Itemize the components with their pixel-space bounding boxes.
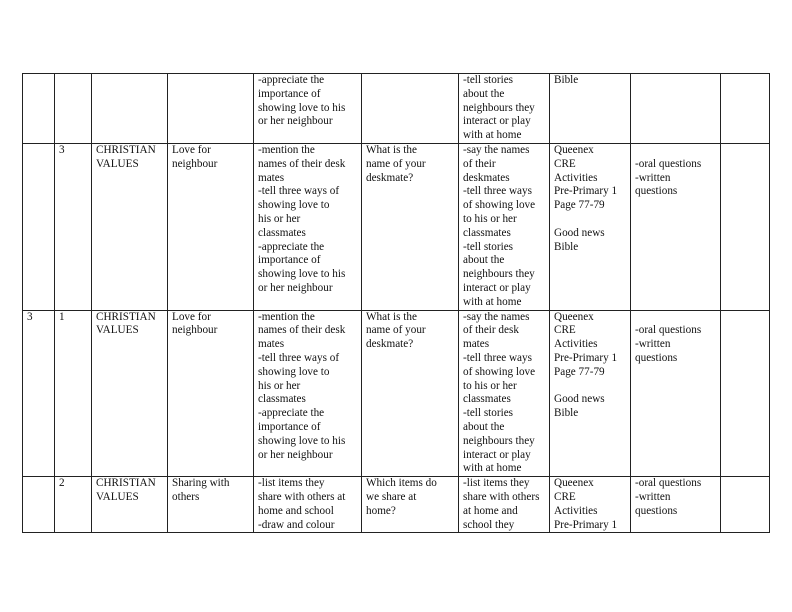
- lesson-cell: 1: [55, 310, 92, 477]
- strand-cell: [92, 74, 168, 144]
- strand-cell: CHRISTIAN VALUES: [92, 143, 168, 310]
- week-cell: [23, 74, 55, 144]
- sub-strand-cell: Love for neighbour: [168, 143, 254, 310]
- learning-resources-cell: Queenex CRE Activities Pre-Primary 1: [550, 477, 631, 533]
- key-inquiry-question-cell: [362, 74, 459, 144]
- strand-cell: CHRISTIAN VALUES: [92, 310, 168, 477]
- assessment-cell: -oral questions -written questions: [631, 310, 721, 477]
- week-cell: 3: [23, 310, 55, 477]
- learning-outcomes-cell: -mention the names of their desk mates -tell three ways of showing love to his or her classmates -appreciate the importance of showing love to his or her neighbour: [254, 143, 362, 310]
- reflection-cell: [721, 477, 770, 533]
- learning-outcomes-cell: -mention the names of their desk mates -tell three ways of showing love to his or her classmates -appreciate the importance of showing love to his or her neighbour: [254, 310, 362, 477]
- reflection-cell: [721, 74, 770, 144]
- learning-experiences-cell: -say the names of their deskmates -tell three ways of showing love to his or her classmates -tell stories about the neighbours they interact or play with at home: [459, 143, 550, 310]
- learning-experiences-cell: -say the names of their desk mates -tell three ways of showing love to his or her classmates -tell stories about the neighbours they interact or play with at home: [459, 310, 550, 477]
- learning-resources-cell: Bible: [550, 74, 631, 144]
- assessment-cell: -oral questions -written questions: [631, 143, 721, 310]
- lesson-cell: 3: [55, 143, 92, 310]
- assessment-cell: -oral questions -written questions: [631, 477, 721, 533]
- week-cell: [23, 477, 55, 533]
- learning-resources-cell: Queenex CRE Activities Pre-Primary 1 Page 77-79 Good news Bible: [550, 310, 631, 477]
- sub-strand-cell: [168, 74, 254, 144]
- key-inquiry-question-cell: What is the name of your deskmate?: [362, 143, 459, 310]
- sub-strand-cell: Sharing with others: [168, 477, 254, 533]
- table-row: [23, 310, 770, 477]
- learning-outcomes-cell: -appreciate the importance of showing love to his or her neighbour: [254, 74, 362, 144]
- reflection-cell: [721, 143, 770, 310]
- table-row: [23, 477, 770, 533]
- table-row: [23, 74, 770, 144]
- lesson-cell: 2: [55, 477, 92, 533]
- reflection-cell: [721, 310, 770, 477]
- strand-cell: CHRISTIAN VALUES: [92, 477, 168, 533]
- scheme-of-work-table: [22, 73, 770, 533]
- learning-outcomes-cell: -list items they share with others at home and school -draw and colour: [254, 477, 362, 533]
- table-row: [23, 143, 770, 310]
- assessment-cell: [631, 74, 721, 144]
- learning-experiences-cell: -tell stories about the neighbours they interact or play with at home: [459, 74, 550, 144]
- sub-strand-cell: Love for neighbour: [168, 310, 254, 477]
- lesson-cell: [55, 74, 92, 144]
- key-inquiry-question-cell: Which items do we share at home?: [362, 477, 459, 533]
- key-inquiry-question-cell: What is the name of your deskmate?: [362, 310, 459, 477]
- learning-resources-cell: Queenex CRE Activities Pre-Primary 1 Page 77-79 Good news Bible: [550, 143, 631, 310]
- learning-experiences-cell: -list items they share with others at home and school they: [459, 477, 550, 533]
- week-cell: [23, 143, 55, 310]
